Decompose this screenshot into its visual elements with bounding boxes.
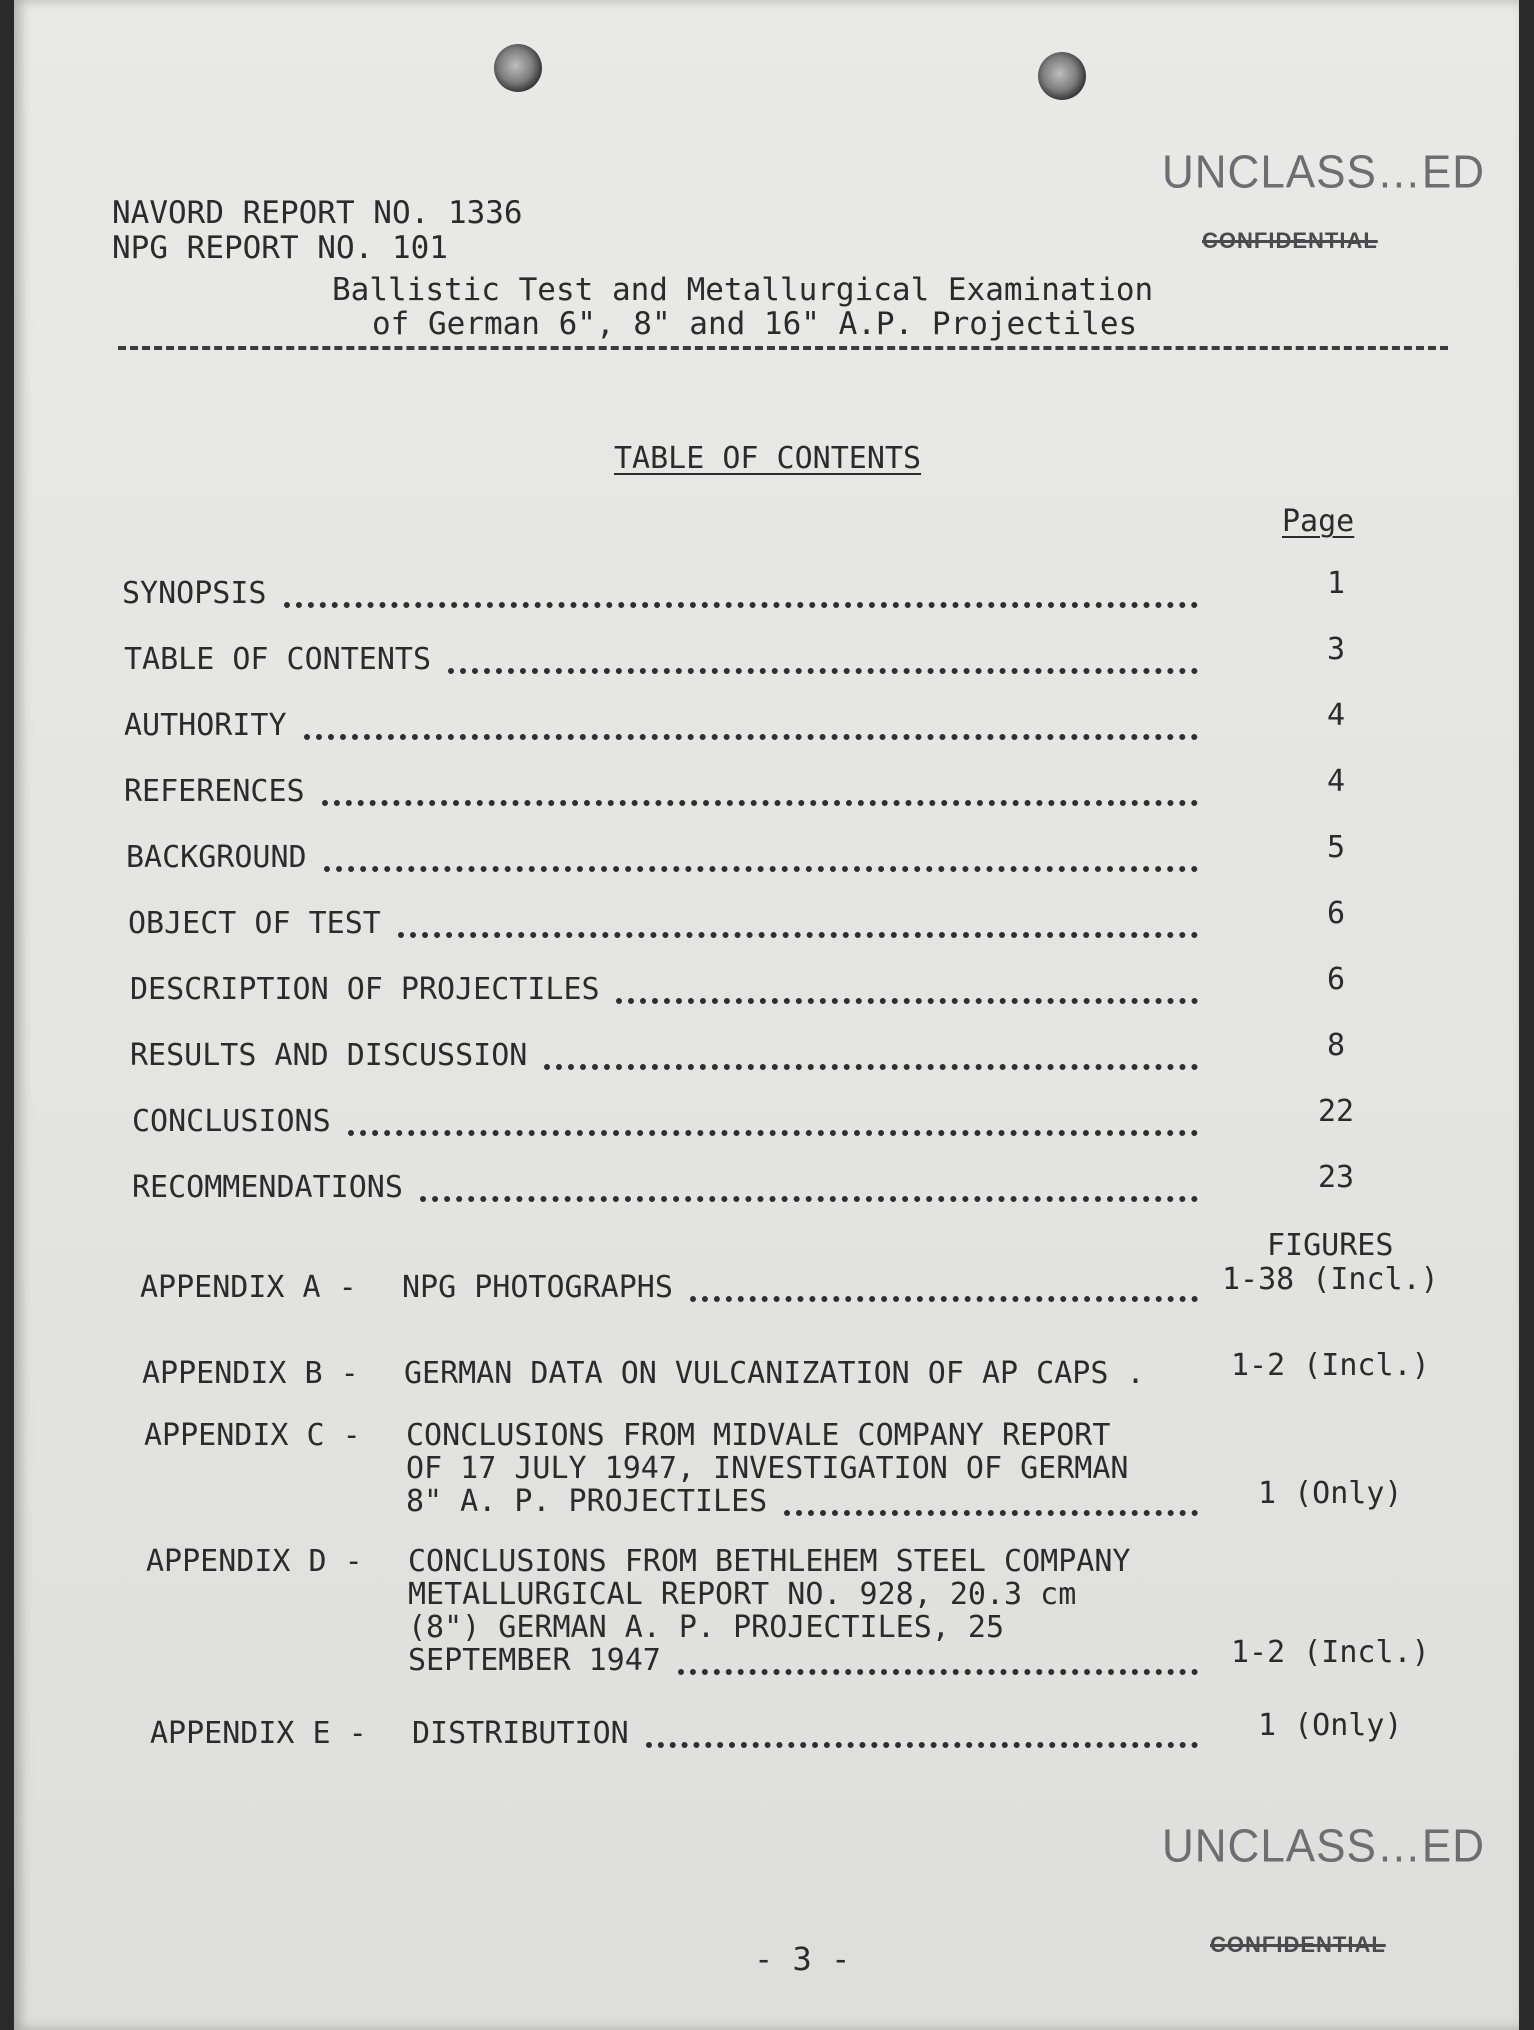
report-title-line2: of German 6", 8" and 16" A.P. Projectiles [372,306,1138,342]
npg-report-number: NPG REPORT NO. 101 [112,230,448,266]
toc-dot-leader [324,866,1198,872]
unclassified-stamp-top: UNCLASS…ED [1162,146,1485,199]
appendix-prefix: APPENDIX A - [140,1270,357,1305]
toc-dot-leader [322,800,1198,806]
toc-entry-label: RECOMMENDATIONS [132,1170,403,1205]
toc-entry-page: 4 [1327,698,1346,733]
toc-dot-leader [784,1510,1198,1516]
toc-entry-page: 4 [1327,764,1346,799]
toc-dot-leader [544,1064,1198,1070]
appendix-page-ref: 1 (Only) [1258,1708,1403,1743]
appendix-page-ref: 1-38 (Incl.) [1222,1262,1439,1297]
page-number: - 3 - [754,1940,851,1978]
toc-dot-leader [398,932,1198,938]
toc-dot-leader [690,1296,1198,1302]
toc-entry-page: 1 [1327,566,1346,601]
toc-entry-page: 5 [1327,830,1346,865]
appendix-description-line: CONCLUSIONS FROM MIDVALE COMPANY REPORT [406,1418,1111,1453]
appendix-description-line: 8" A. P. PROJECTILES [406,1484,768,1519]
toc-dot-leader [448,668,1198,674]
appendix-description-line: (8") GERMAN A. P. PROJECTILES, 25 [408,1610,1005,1645]
toc-dot-leader [616,998,1198,1004]
appendix-description-line: METALLURGICAL REPORT NO. 928, 20.3 cm [408,1577,1077,1612]
toc-dot-leader [678,1669,1198,1675]
toc-entry-label: OBJECT OF TEST [128,906,381,941]
punch-hole [1038,52,1086,100]
toc-entry-page: 23 [1318,1160,1355,1195]
toc-entry-label: REFERENCES [124,774,305,809]
toc-dot-leader [646,1742,1198,1748]
appendix-prefix: APPENDIX D - [146,1544,363,1579]
punch-hole [494,44,542,92]
unclassified-stamp-bottom: UNCLASS…ED [1162,1820,1485,1873]
toc-dot-leader [348,1130,1198,1136]
document-page [14,0,1519,2030]
toc-entry-page: 6 [1327,962,1346,997]
toc-entry-page: 3 [1327,632,1346,667]
toc-entry-label: TABLE OF CONTENTS [124,642,432,677]
appendix-description-line: NPG PHOTOGRAPHS [402,1270,673,1305]
toc-entry-page: 22 [1318,1094,1355,1129]
toc-dot-leader [284,602,1198,608]
appendix-page-ref: FIGURES [1267,1228,1394,1263]
page-column-header: Page [1282,504,1355,539]
toc-title: TABLE OF CONTENTS [614,441,922,476]
toc-entry-label: BACKGROUND [126,840,307,875]
confidential-stamp-top: CONFIDENTIAL [1202,228,1378,253]
appendix-description-line: GERMAN DATA ON VULCANIZATION OF AP CAPS . [404,1356,1145,1391]
appendix-prefix: APPENDIX B - [142,1356,359,1391]
appendix-prefix: APPENDIX E - [150,1716,367,1751]
report-title-line1: Ballistic Test and Metallurgical Examination [332,272,1154,308]
appendix-description-line: CONCLUSIONS FROM BETHLEHEM STEEL COMPANY [408,1544,1131,1579]
toc-entry-label: AUTHORITY [124,708,287,743]
header-divider [118,346,1448,354]
navord-report-number: NAVORD REPORT NO. 1336 [112,195,523,231]
appendix-description-line: OF 17 JULY 1947, INVESTIGATION OF GERMAN [406,1451,1129,1486]
appendix-prefix: APPENDIX C - [144,1418,361,1453]
appendix-page-ref: 1-2 (Incl.) [1231,1635,1430,1670]
toc-entry-page: 6 [1327,896,1346,931]
toc-entry-label: DESCRIPTION OF PROJECTILES [130,972,600,1007]
toc-entry-label: CONCLUSIONS [132,1104,331,1139]
appendix-page-ref: 1 (Only) [1258,1476,1403,1511]
appendix-page-ref: 1-2 (Incl.) [1231,1348,1430,1383]
toc-entry-page: 8 [1327,1028,1346,1063]
toc-dot-leader [304,734,1198,740]
appendix-description-line: SEPTEMBER 1947 [408,1643,661,1678]
appendix-description-line: DISTRIBUTION [412,1716,629,1751]
toc-entry-label: RESULTS AND DISCUSSION [130,1038,528,1073]
confidential-stamp-bottom: CONFIDENTIAL [1210,1932,1386,1957]
toc-entry-label: SYNOPSIS [122,576,267,611]
toc-dot-leader [420,1196,1198,1202]
